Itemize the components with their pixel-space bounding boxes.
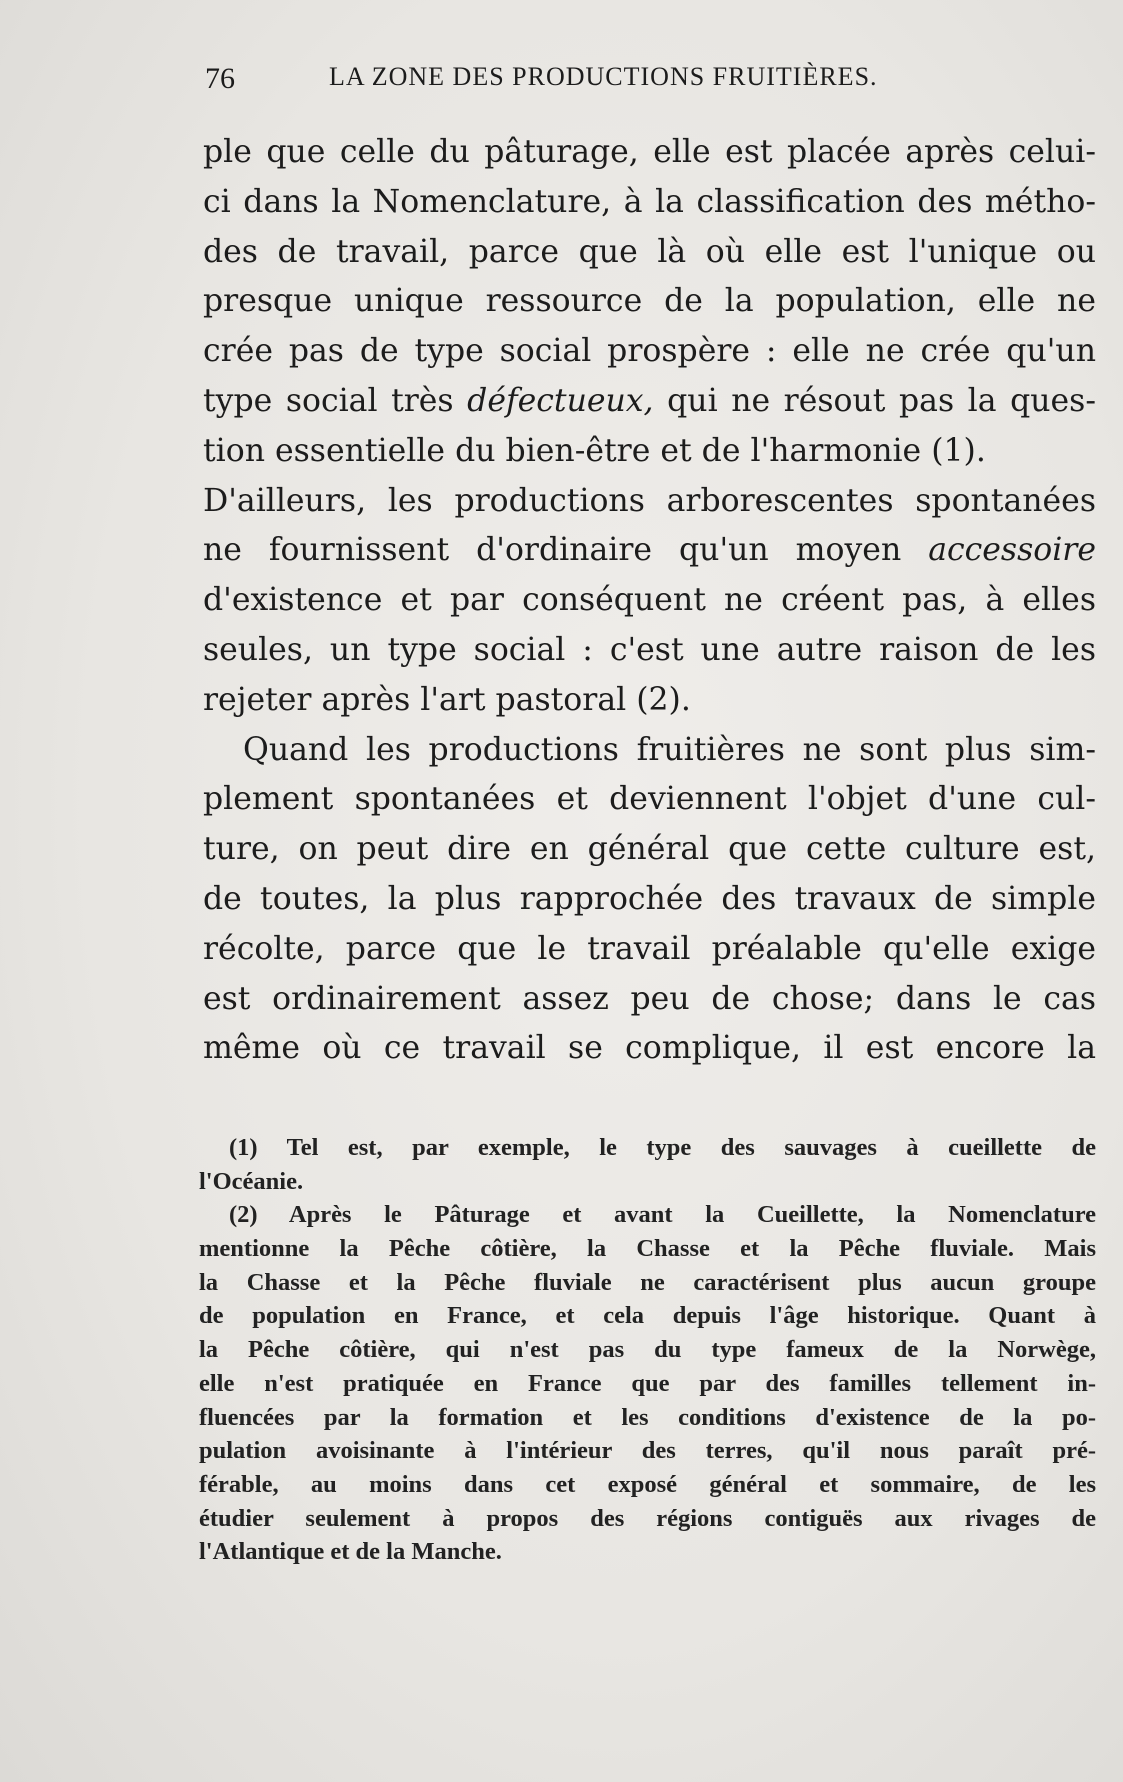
footnotes [199, 1131, 1096, 1569]
footnote-line: elle n'est pratiquée en France que par des familles tellement in- [199, 1369, 1096, 1397]
body-line: Quand les productions fruitières ne sont plus sim- [243, 731, 1096, 768]
page-header [205, 62, 995, 102]
body-line: ne fournissent d'ordinaire qu'un moyen accessoire [203, 532, 1096, 569]
body-line: ture, on peut dire en général que cette culture est, [203, 831, 1096, 868]
footnote-line: (2) Après le Pâturage et avant la Cueillette, la Nomenclature [229, 1201, 1096, 1229]
body-line: type social très défectueux, qui ne résout pas la ques- [203, 382, 1096, 419]
footnote-line: la Pêche côtière, qui n'est pas du type fameux de la Norwège, [199, 1336, 1096, 1364]
body-line: crée pas de type social prospère : elle ne crée qu'un [203, 333, 1096, 370]
body-line: ci dans la Nomenclature, à la classification des métho- [203, 183, 1096, 220]
footnote-line: fluencées par la formation et les conditions d'existence de la po- [199, 1403, 1096, 1431]
body-line: tion essentielle du bien-être et de l'harmonie (1). [203, 432, 986, 469]
footnote-line: (1) Tel est, par exemple, le type des sauvages à cueillette de [229, 1134, 1096, 1161]
footnote-line: étudier seulement à propos des régions contiguës aux rivages de [199, 1504, 1096, 1532]
running-title: LA ZONE DES PRODUCTIONS FRUITIÈRES. [329, 62, 878, 91]
footnote-line: la Chasse et la Pêche fluviale ne caractérisent plus aucun groupe [199, 1268, 1096, 1296]
footnote-line: férable, au moins dans cet exposé général et sommaire, de les [199, 1470, 1096, 1498]
body-line: récolte, parce que le travail préalable qu'elle exige [203, 930, 1096, 967]
footnote-line: pulation avoisinante à l'intérieur des terres, qu'il nous paraît pré- [199, 1437, 1096, 1465]
footnote-line: de population en France, et cela depuis l'âge historique. Quant à [199, 1302, 1096, 1330]
footnote-line: l'Atlantique et de la Manche. [199, 1538, 502, 1566]
footnote-line: mentionne la Pêche côtière, la Chasse et la Pêche fluviale. Mais [199, 1235, 1096, 1263]
body-line: seules, un type social : c'est une autre raison de les [203, 631, 1096, 668]
page-number: 76 [205, 62, 235, 95]
body-line: presque unique ressource de la population, elle ne [203, 283, 1096, 320]
body-line: même où ce travail se complique, il est encore la [203, 1030, 1096, 1067]
footnote-line: l'Océanie. [199, 1167, 304, 1195]
body-line: ple que celle du pâturage, elle est placée après celui- [203, 134, 1096, 170]
body-line: est ordinairement assez peu de chose; dans le cas [203, 980, 1096, 1017]
body-line: des de travail, parce que là où elle est l'unique ou [203, 233, 1096, 270]
body-line: d'existence et par conséquent ne créent pas, à elles [203, 582, 1096, 619]
body-line: de toutes, la plus rapprochée des travaux de simple [203, 880, 1096, 917]
body-line: rejeter après l'art pastoral (2). [203, 681, 691, 718]
body-line: plement spontanées et deviennent l'objet d'une cul- [203, 781, 1096, 818]
body-text [203, 128, 1096, 1074]
body-line: D'ailleurs, les productions arborescentes spontanées [203, 482, 1096, 519]
